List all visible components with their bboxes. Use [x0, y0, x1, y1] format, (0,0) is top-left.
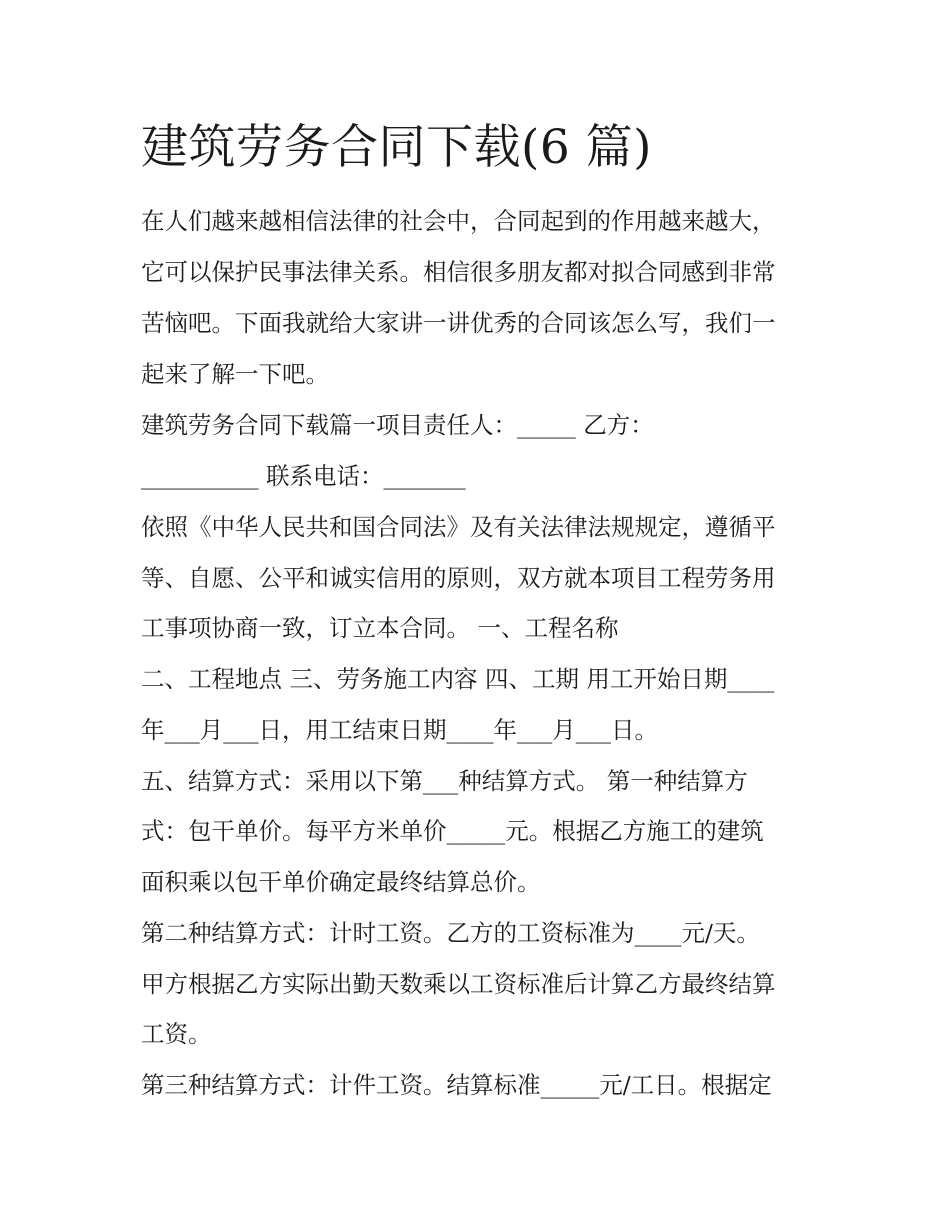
- paragraph-line: 五、结算方式：采用以下第___种结算方式。 第一种结算方: [141, 767, 748, 795]
- paragraph-line: 起来了解一下吧。: [141, 360, 329, 388]
- paragraph-line: 二、工程地点 三、劳务施工内容 四、工期 用工开始日期____: [141, 665, 775, 693]
- paragraph-line: 等、自愿、公平和诚实信用的原则，双方就本项目工程劳务用: [141, 564, 776, 592]
- paragraph-line: 苦恼吧。下面我就给大家讲一讲优秀的合同该怎么写，我们一: [141, 309, 776, 337]
- paragraph-line: 工资。: [141, 1020, 212, 1048]
- paragraph-line: 工事项协商一致，订立本合同。 一、工程名称: [141, 614, 619, 642]
- paragraph-line: 依照《中华人民共和国合同法》及有关法律法规规定，遵循平: [141, 513, 776, 541]
- paragraph-line: 它可以保护民事法律关系。相信很多朋友都对拟合同感到非常: [141, 258, 776, 286]
- paragraph-line: 第三种结算方式：计件工资。结算标准_____元/工日。根据定: [141, 1071, 772, 1099]
- paragraph-line: 面积乘以包干单价确定最终结算总价。: [141, 868, 541, 896]
- paragraph-line: 在人们越来越相信法律的社会中，合同起到的作用越来越大，: [141, 207, 776, 235]
- paragraph-line: 第二种结算方式：计时工资。乙方的工资标准为____元/天。: [141, 919, 760, 947]
- document-title: 建筑劳务合同下载(6 篇): [141, 120, 653, 175]
- paragraph-line: 甲方根据乙方实际出勤天数乘以工资标准后计算乙方最终结算: [141, 970, 776, 998]
- paragraph-line: 式：包干单价。每平方米单价_____元。根据乙方施工的建筑: [141, 817, 764, 845]
- paragraph-line: __________ 联系电话：_______: [141, 462, 466, 490]
- paragraph-line: 建筑劳务合同下载篇一项目责任人：_____ 乙方：: [141, 411, 654, 439]
- paragraph-line: 年___月___日，用工结束日期____年___月___日。: [141, 716, 658, 744]
